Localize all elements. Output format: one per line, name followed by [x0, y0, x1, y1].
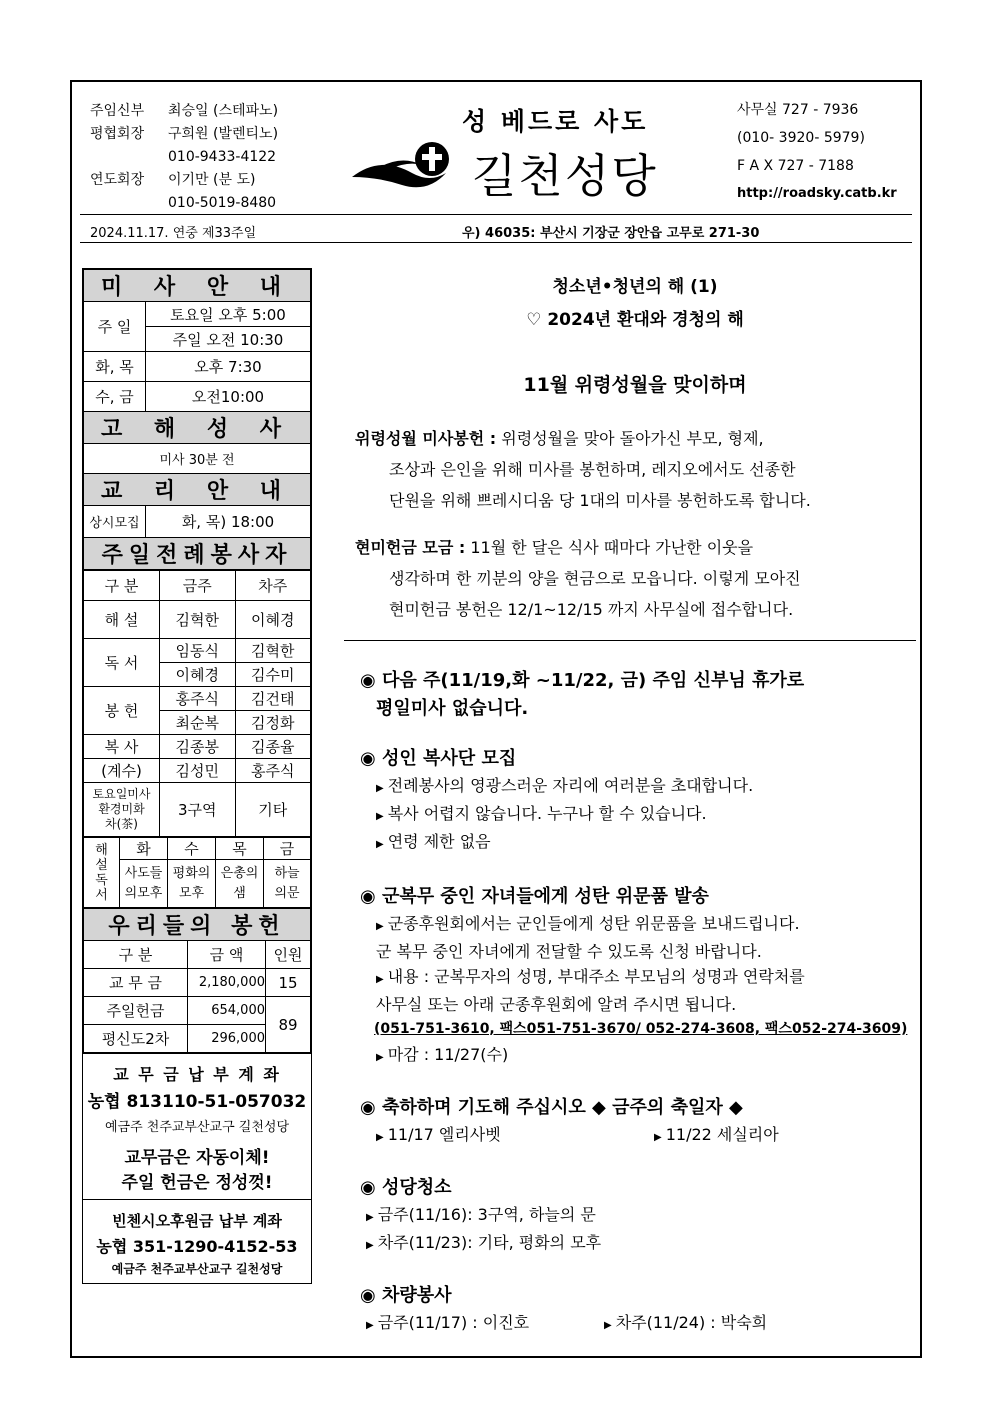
account2-holder: 예금주 천주교부산교구 길천성당 [111, 1262, 283, 1276]
reader-label: 독 서 [84, 639, 160, 687]
staff-name: 구희원 (발렌티노) [168, 126, 279, 142]
confession-time: 미사 30분 전 [84, 444, 311, 474]
offering-row-amount: 654,000 [188, 997, 266, 1025]
sidebar [82, 268, 312, 1284]
offering-head: 구 분 [84, 941, 188, 969]
saturday-this: 3구역 [160, 783, 236, 837]
offering-head: 금 액 [188, 941, 266, 969]
staff-phone: 010-9433-4122 [168, 149, 277, 165]
contact-block [737, 96, 897, 208]
notice-title: ◉ 다음 주(11/19,화 ~11/22, 금) 주임 신부님 휴가로 [360, 670, 805, 691]
doctrine-label: 상시모집 [84, 506, 146, 538]
offering-next: 김건태 [235, 687, 311, 711]
paragraph-head: 현미헌금 모금 : [355, 538, 466, 557]
saturday-label: 토요일미사 [92, 787, 151, 801]
sunday-label: 주 일 [84, 302, 146, 352]
offering-next: 김정화 [235, 711, 311, 735]
saturday-label: 환경미화 [98, 802, 145, 816]
staff-role: 연도회장 [90, 172, 145, 188]
mass-title: 미 사 안 내 [84, 270, 311, 302]
paragraph-head: 위령성월 미사봉헌 : [355, 429, 497, 448]
paragraph-text: 11월 한 달은 식사 때마다 가난한 이웃을 [465, 538, 754, 557]
feast-item: 11/22 세실리아 [665, 1125, 779, 1144]
account1-holder: 예금주 천주교부산교구 길천성당 [104, 1120, 290, 1135]
confession-title: 고 해 성 사 [84, 412, 311, 444]
notice-feast-days: ◉ 축하하며 기도해 주십시오 ◆ 금주의 축일자 ◆ ▶ 11/17 엘리사벳 ▶ 11/22 세실리아 [350, 1094, 920, 1150]
bullet-item: 금주(11/16): 3구역, 하늘의 문 [377, 1205, 596, 1224]
offering-row-count: 89 [266, 997, 311, 1053]
doctrine-time: 화, 목) 18:00 [146, 506, 311, 538]
offering-row-label: 평신도2차 [84, 1025, 188, 1053]
offering-this: 홍주식 [160, 687, 236, 711]
account2-number: 농협 351-1290-4152-53 [96, 1237, 298, 1256]
office-phone: 사무실 727 - 7936 [737, 102, 859, 118]
group-name: 은총의 [220, 865, 259, 881]
bullet-item: 사무실 또는 아래 군종후원회에 알려 주시면 됩니다. [376, 995, 737, 1014]
servers-head: 금주 [160, 571, 236, 601]
commentary-label: 해 설 [84, 601, 160, 639]
paragraph-text: 조상과 은인을 위해 미사를 봉헌하며, 레지오에서도 선종한 [389, 460, 796, 479]
offering-row-label: 교 무 금 [84, 969, 188, 997]
commentary-next: 이혜경 [235, 601, 311, 639]
bulletin-date: 2024.11.17. 연중 제33주일 [90, 226, 257, 241]
driver-item: 차주(11/24) : 박숙희 [615, 1313, 768, 1332]
altar-this: 김종봉 [160, 735, 236, 759]
weekday-day: 목 [216, 838, 264, 860]
group-name: 평화의 [172, 865, 211, 881]
weekday-label: 서 [95, 887, 108, 903]
paragraph-text: 위령성월을 맞아 돌아가신 부모, 형제, [496, 429, 764, 448]
offering-row-label: 주일헌금 [84, 997, 188, 1025]
group-name: 의문 [274, 885, 300, 901]
offering-row-amount: 2,180,000 [188, 969, 266, 997]
altar-label-sub: (계수) [84, 759, 160, 783]
reader-this: 임동식 [160, 639, 236, 663]
paragraph-memorial-mass [350, 423, 920, 516]
driver-item: 금주(11/17) : 이진호 [377, 1313, 530, 1332]
contact-phones: (051-751-3610, 팩스051-751-3670/ 052-274-3608, 팩스052-274-3609) [374, 1021, 908, 1037]
weekday-label: 독 [95, 872, 108, 888]
paragraph-rice-offering [350, 532, 920, 625]
bullet-item: 마감 : 11/27(수) [387, 1045, 509, 1064]
parish-patron: 성 베드로 사도 [462, 107, 649, 136]
fax-number: F A X 727 - 7188 [737, 158, 854, 174]
notice-altar-servers: ◉ 성인 복사단 모집 ▶ 전례봉사의 영광스러운 자리에 여러분을 초대합니다. ▶ 복사 어렵지 않습니다. 누구나 할 수 있습니다. ▶ 연령 제한 없음 [350, 745, 920, 857]
altar-next: 홍주식 [235, 759, 311, 783]
staff-name: 최승일 (스테파노) [168, 103, 279, 119]
bullet-item: 내용 : 군복무자의 성명, 부대주소 부모님의 성명과 연락처를 [387, 967, 805, 986]
account2-title: 빈첸시오후원금 납부 계좌 [112, 1212, 282, 1230]
feast-item: 11/17 엘리사벳 [387, 1125, 501, 1144]
parish-name: 길천성당 [472, 149, 658, 203]
notice-cleaning: ◉ 성당청소 ▶ 금주(11/16): 3구역, 하늘의 문 ▶ 차주(11/23): 기타, 평화의 모후 [350, 1174, 920, 1258]
bullet-item: 연령 제한 없음 [387, 832, 491, 851]
notice-title: ◉ 성인 복사단 모집 [360, 748, 517, 769]
offering-label: 봉 헌 [84, 687, 160, 735]
bullet-item: 군 복무 중인 자녀에게 전달할 수 있도록 신청 바랍니다. [376, 942, 762, 961]
altar-label: 복 사 [84, 735, 160, 759]
tue-thu-label: 화, 목 [84, 352, 146, 382]
website-link[interactable]: http://roadsky.catb.kr [737, 186, 897, 201]
bullet-item: 차주(11/23): 기타, 평화의 모후 [377, 1233, 602, 1252]
parish-address: 우) 46035: 부산시 기장군 장안읍 고무로 271-30 [462, 226, 760, 241]
staff-name: 이기만 (분 도) [168, 172, 256, 188]
altar-this: 김성민 [160, 759, 236, 783]
doctrine-title: 교 리 안 내 [84, 474, 311, 506]
tue-thu-mass: 오후 7:30 [146, 352, 311, 382]
servers-head: 차주 [235, 571, 311, 601]
notice-title: ◉ 차량봉사 [360, 1285, 452, 1306]
servers-title: 주일전례봉사자 [84, 538, 311, 570]
weekday-day: 금 [264, 838, 311, 860]
offering-head: 인원 [266, 941, 311, 969]
offering-title: 우리들의 봉헌 [84, 909, 311, 941]
group-name: 의모후 [124, 885, 163, 901]
year-title: 청소년•청년의 해 (1) [552, 277, 718, 297]
bulletin-frame [70, 80, 922, 1358]
notice-title: ◉ 군복무 중인 자녀들에게 성탄 위문품 발송 [360, 886, 709, 907]
paragraph-text: 단원을 위해 쁘레시디움 당 1대의 미사를 봉헌하도록 합니다. [389, 491, 811, 510]
account1-title: 교 무 금 납 부 계 좌 [113, 1065, 281, 1084]
bullet-item: 전례봉사의 영광스러운 자리에 여러분을 초대합니다. [387, 776, 754, 795]
notice-title: 평일미사 없습니다. [376, 698, 529, 719]
main-heading: 11월 위령성월을 맞이하며 [523, 374, 747, 396]
reader-this: 이혜경 [160, 663, 236, 687]
group-name: 샘 [233, 885, 246, 901]
notice-sincere: 주일 헌금은 정성껏! [121, 1173, 273, 1193]
servers-head: 구 분 [84, 571, 160, 601]
group-name: 하늘 [274, 865, 300, 881]
paragraph-text: 현미헌금 봉헌은 12/1~12/15 까지 사무실에 접수합니다. [389, 600, 794, 619]
bullet-item: 복사 어렵지 않습니다. 누구나 할 수 있습니다. [387, 804, 707, 823]
staff-role: 평협회장 [90, 126, 145, 142]
staff-phone: 010-5019-8480 [168, 195, 277, 211]
weekday-day: 수 [168, 838, 216, 860]
wed-fri-label: 수, 금 [84, 382, 146, 412]
notice-driving: ◉ 차량봉사 ▶ 금주(11/17) : 이진호 ▶ 차주(11/24) : 박숙희 [350, 1282, 920, 1338]
sat-mass: 토요일 오후 5:00 [146, 302, 311, 327]
main-content [350, 272, 920, 1338]
weekday-day: 화 [120, 838, 168, 860]
notice-title: ◉ 성당청소 [360, 1177, 452, 1198]
wed-fri-mass: 오전10:00 [146, 382, 311, 412]
notice-military: ◉ 군복무 중인 자녀들에게 성탄 위문품 발송 ▶ 군종후원회에서는 군인들에게 성탄 위문품을 보내드립니다. 군 복무 중인 자녀에게 전달할 수 있도록 신청 바랍니다. ▶ 내용 : 군복무자의 성명, 부대주소 부모님의 성명과 연락처를 사무실 또는 아래 군종후원회에 알려 주시면 됩니다. (051-751-3610, 팩스051-751-3670/ 052-274-3608, 팩스052-274-3609) ▶ 마감 : 11/27(수) [350, 883, 920, 1070]
commentary-this: 김혁한 [160, 601, 236, 639]
notice-auto-transfer: 교무금은 자동이체! [124, 1148, 270, 1168]
bullet-item: 군종후원회에서는 군인들에게 성탄 위문품을 보내드립니다. [387, 914, 800, 933]
parish-logo-icon [350, 137, 480, 197]
weekday-label: 설 [95, 857, 108, 873]
notice-title: ◉ 축하하며 기도해 주십시오 ◆ 금주의 축일자 ◆ [360, 1097, 743, 1118]
saturday-next: 기타 [235, 783, 311, 837]
offering-row-count: 15 [266, 969, 311, 997]
year-subtitle: ♡ 2024년 환대와 경청의 해 [526, 310, 744, 330]
notice-vacation [350, 667, 920, 723]
reader-next: 김수미 [235, 663, 311, 687]
account1-number: 농협 813110-51-057032 [87, 1092, 307, 1112]
saturday-label: 차(茶) [105, 817, 138, 831]
mobile-phone: (010- 3920- 5979) [737, 130, 865, 146]
staff-role: 주임신부 [90, 103, 145, 119]
paragraph-text: 생각하며 한 끼분의 양을 현금으로 모읍니다. 이렇게 모아진 [389, 569, 801, 588]
altar-next: 김종율 [235, 735, 311, 759]
staff-list [90, 100, 278, 215]
weekday-label: 해 [95, 842, 108, 858]
section-divider [344, 640, 916, 641]
group-name: 모후 [178, 885, 205, 901]
sun-mass: 주일 오전 10:30 [146, 327, 311, 352]
reader-next: 김혁한 [235, 639, 311, 663]
offering-this: 최순복 [160, 711, 236, 735]
group-name: 사도들 [124, 865, 163, 881]
offering-row-amount: 296,000 [188, 1025, 266, 1053]
